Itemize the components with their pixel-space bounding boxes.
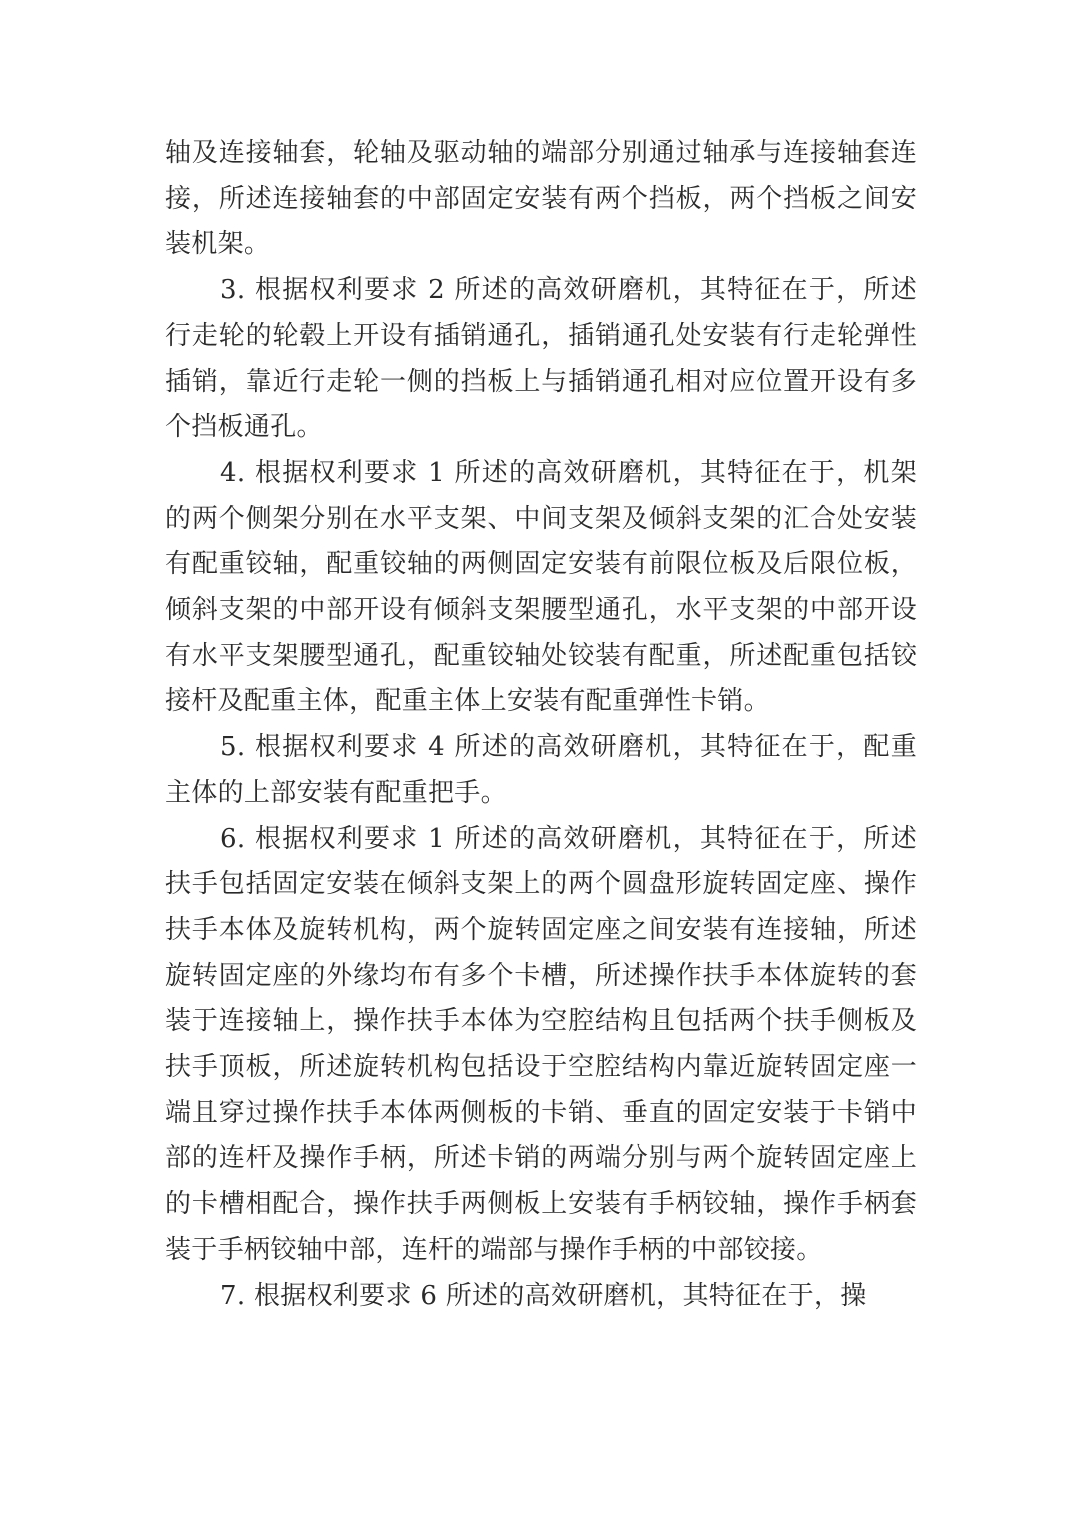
paragraph-continuation: 轴及连接轴套，轮轴及驱动轴的端部分别通过轴承与连接轴套连接，所述连接轴套的中部固定安装有两个挡板，两个挡板之间安装机架。 — [165, 138, 917, 260]
claim-3: 3. 根据权利要求 2 所述的高效研磨机，其特征在于，所述行走轮的轮毂上开设有插销通孔，插销通孔处安装有行走轮弹性插销，靠近行走轮一侧的挡板上与插销通孔相对应位置开设有多个挡板通孔。 — [165, 275, 917, 443]
claim-4: 4. 根据权利要求 1 所述的高效研磨机，其特征在于，机架的两个侧架分别在水平支架、中间支架及倾斜支架的汇合处安装有配重铰轴，配重铰轴的两侧固定安装有前限位板及后限位板，倾斜支架的中部开设有倾斜支架腰型通孔，水平支架的中部开设有水平支架腰型通孔，配重铰轴处铰装有配重，所述配重包括铰接杆及配重主体，配重主体上安装有配重弹性卡销。 — [165, 457, 917, 717]
claim-6: 6. 根据权利要求 1 所述的高效研磨机，其特征在于，所述扶手包括固定安装在倾斜支架上的两个圆盘形旋转固定座、操作扶手本体及旋转机构，两个旋转固定座之间安装有连接轴，所述旋转固定座的外缘均布有多个卡槽，所述操作扶手本体旋转的套装于连接轴上，操作扶手本体为空腔结构且包括两个扶手侧板及扶手顶板，所述旋转机构包括设于空腔结构内靠近旋转固定座一端且穿过操作扶手本体两侧板的卡销、垂直的固定安装于卡销中部的连杆及操作手柄，所述卡销的两端分别与两个旋转固定座上的卡槽相配合，操作扶手两侧板上安装有手柄铰轴，操作手柄套装于手柄铰轴中部，连杆的端部与操作手柄的中部铰接。 — [165, 823, 917, 1265]
claim-5: 5. 根据权利要求 4 所述的高效研磨机，其特征在于，配重主体的上部安装有配重把手。 — [165, 732, 917, 808]
claim-7: 7. 根据权利要求 6 所述的高效研磨机，其特征在于，操 — [220, 1280, 867, 1311]
claims-text — [165, 131, 917, 1319]
